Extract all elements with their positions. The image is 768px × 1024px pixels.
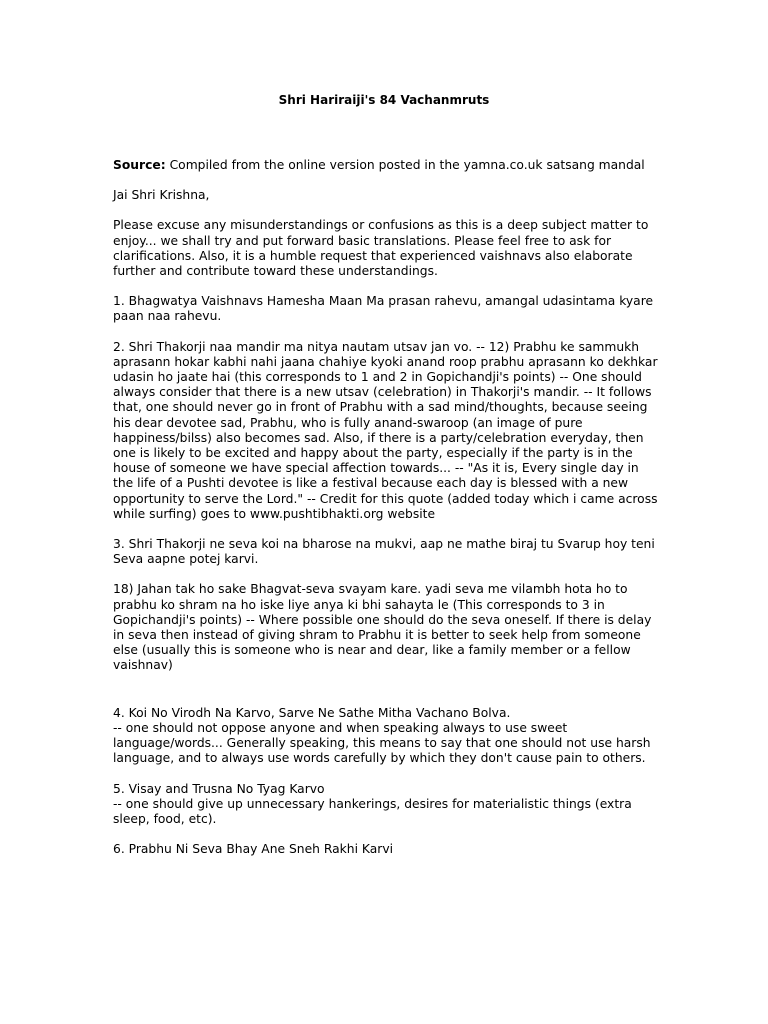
paragraph-item-3: 3. Shri Thakorji ne seva koi na bharose na mukvi, aap ne mathe biraj tu Svarup hoy teni Seva aapne potej karvi. [113,537,655,567]
source-text: Compiled from the online version posted in the yamna.co.uk satsang mandal [165,158,645,172]
greeting: Jai Shri Krishna, [113,188,210,203]
paragraph-item-2: 2. Shri Thakorji naa mandir ma nitya nautam utsav jan vo. -- 12) Prabhu ke sammukh aprasann hokar kabhi nahi jaana chahiye kyoki anand roop prabhu aprasann ko dekhkar udasin ho jaate hai (this corresponds to 1 and 2 in Gopichandji's points) -- One should always consider that there is a new utsav (celebration) in Thakorji's mandir. -- It follows that, one should never go in front of Prabhu with a sad mind/thoughts, because seeing his dear devotee sad, Prabhu, who is fully anand-swaroop (an image of pure happiness/bilss) also becomes sad. Also, if there is a party/celebration everyday, then one is likely to be excited and happy about the party, especially if the party is in the house of someone we have special affection towards... -- "As it is, Every single day in the life of a Pushti devotee is like a festival because each day is blessed with a new opportunity to serve the Lord." -- Credit for this quote (added today which i came across while surfing) goes to www.pushtibhakti.org website [113,339,658,521]
paragraph-item-6: 6. Prabhu Ni Seva Bhay Ane Sneh Rakhi Karvi [113,842,394,857]
document-title: Shri Hariraiji's 84 Vachanmruts [278,93,490,107]
document-body [113,158,658,872]
paragraph-intro: Please excuse any misunderstandings or confusions as this is a deep subject matter to enjoy... we shall try and put forward basic translations. Please feel free to ask for clarifications. Also, it is a humble request that experienced vaishnavs also elaborate further and contribute toward these understandings. [113,218,649,279]
paragraph-item-1: 1. Bhagwatya Vaishnavs Hamesha Maan Ma prasan rahevu, amangal udasintama kyare paan naa rahevu. [113,294,654,324]
paragraph-item-18: 18) Jahan tak ho sake Bhagvat-seva svayam kare. yadi seva me vilambh hota ho to prabhu ko shram na ho iske liye anya ki bhi sahayta le (This corresponds to 3 in Gopichandji's points) -- Where possible one should do the seva oneself. If there is delay in seva then instead of giving shram to Prabhu it is better to seek help from someone else (usually this is someone who is near and dear, like a family member or a fellow vaishnav) [113,582,652,673]
source-line [113,158,658,173]
paragraph-item-5: 5. Visay and Trusna No Tyag Karvo -- one should give up unnecessary hankerings, desires for materialistic things (extra sleep, food, etc). [113,781,632,826]
paragraph-item-4: 4. Koi No Virodh Na Karvo, Sarve Ne Sathe Mitha Vachano Bolva. -- one should not oppose anyone and when speaking always to use sweet language/words... Generally speaking, this means to say that one should not use harsh language, and to always use words carefully by which they don't cause pain to others. [113,705,651,766]
source-label: Source: [113,158,166,172]
